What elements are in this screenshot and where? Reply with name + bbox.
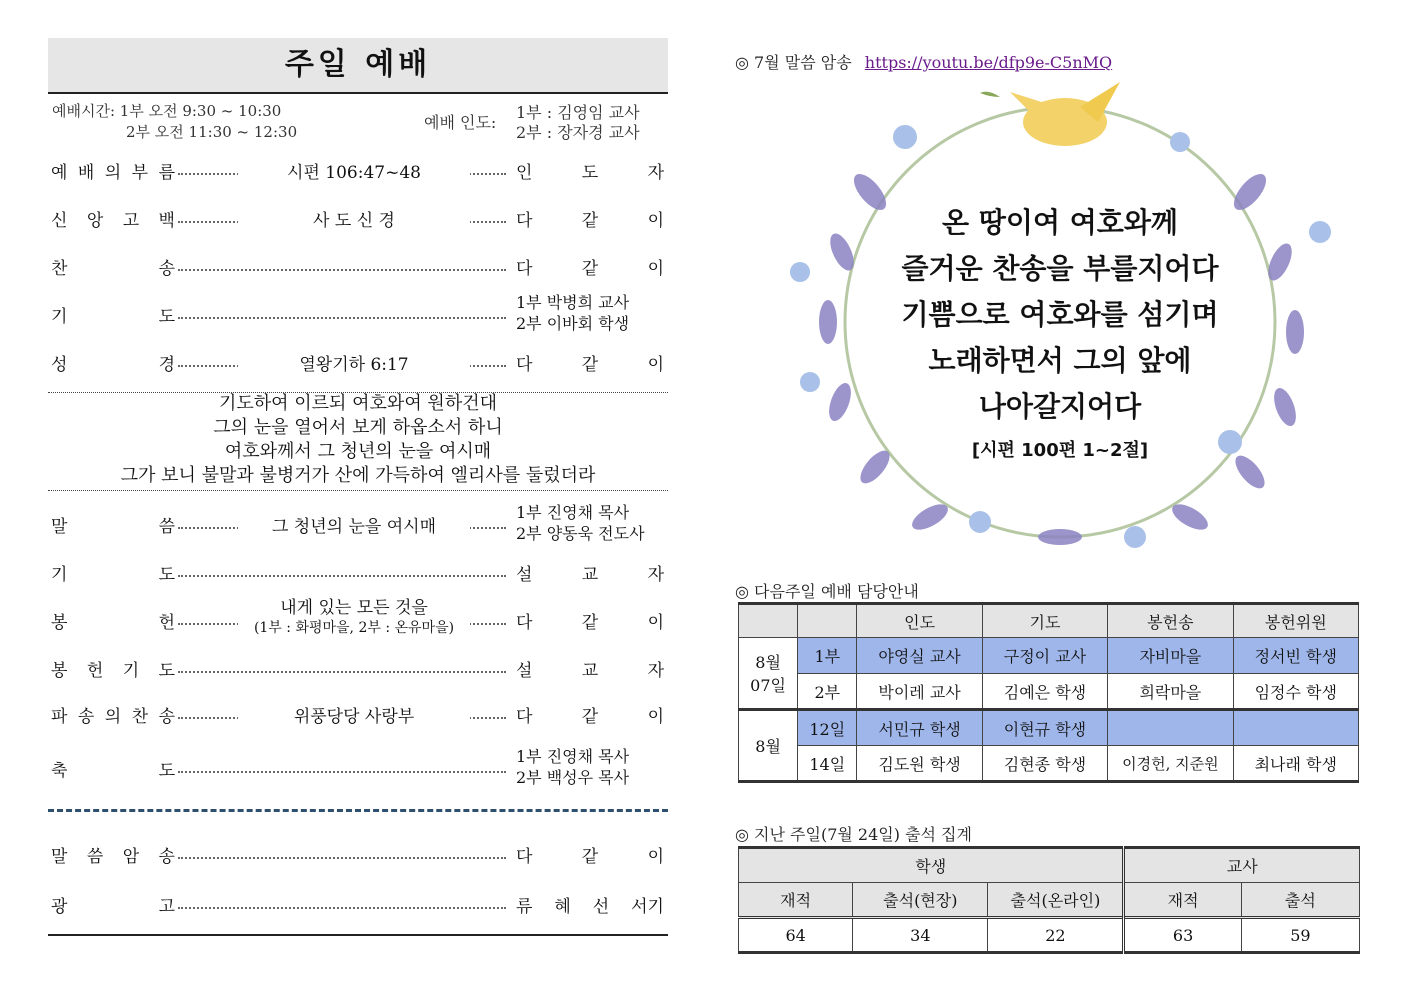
card-line: 온 땅이여 여호와께 [942,206,1178,239]
value-cell: 34 [853,918,988,953]
attendance-heading: ◎ 지난 주일(7월 24일) 출석 집계 [735,825,972,844]
order-label-char: 앙 [86,211,104,231]
order-label-char: 찬 [131,707,149,727]
value-cell: 59 [1241,918,1359,953]
order-content-text: 사 도 신 경 [313,211,395,231]
order-label-char: 씀 [158,517,175,537]
section-divider [48,809,668,812]
order-label-char: 고 [158,897,175,917]
verse-line: 여호와께서 그 청년의 눈을 여시매 [224,441,492,462]
table-cell: 최나래 학생 [1233,746,1358,782]
order-row [48,293,668,333]
order-row [48,842,668,868]
order-leader [516,608,664,633]
table-cell: 야영실 교사 [857,638,982,674]
order-label [51,656,175,681]
value-cell: 63 [1124,918,1241,953]
order-leader [516,254,664,279]
order-label-char: 도 [158,661,175,681]
order-label-char: 축 [51,761,68,781]
leader-dots [178,269,506,271]
value-cell: 22 [988,918,1124,953]
order-leader-char: 이 [647,259,664,279]
order-label-char: 경 [158,355,175,375]
order-content-text: 위풍당당 사랑부 [293,707,415,727]
order-leader-char: 같 [581,355,599,375]
order-leader-char: 다 [516,613,533,633]
header-cell: 재적 [739,883,853,918]
order-leader-line: 1부 박병희 교사 [516,293,630,312]
order-label [51,842,175,867]
header-cell: 봉헌위원 [1233,604,1358,638]
order-leader [516,350,664,375]
order-label-char: 름 [158,163,175,183]
order-label-char: 부 [131,163,149,183]
order-label-char: 헌 [158,613,175,633]
order-label-char: 헌 [86,661,104,681]
sub-cell: 2부 [798,674,857,710]
order-leader [516,702,664,727]
order-content [238,158,470,183]
order-leader-char: 다 [516,355,533,375]
card-line: 나아갈지어다 [978,390,1142,423]
order-leader-char: 이 [647,211,664,231]
leader-dots [178,857,506,859]
header-cell: 기도 [982,604,1107,638]
corner-cell [798,604,857,638]
order-row [48,158,668,184]
order-label [51,560,175,585]
order-leader [516,158,664,183]
order-label-char: 말 [51,847,68,867]
order-leader-line: 2부 백성우 목사 [516,768,630,787]
header-cell: 봉헌송 [1108,604,1233,638]
order-leader [516,560,664,585]
order-content-note: (1부 : 화평마을, 2부 : 온유마을) [253,620,455,636]
order-label-char: 성 [51,355,68,375]
table-cell: 박이레 교사 [857,674,982,710]
order-leader [516,206,664,231]
leader-dots [178,317,506,319]
order-row [48,892,668,918]
order-label-char: 의 [104,707,122,727]
order-label-char: 고 [122,211,140,231]
header-cell: 출석 [1241,883,1359,918]
order-leader-char: 다 [516,847,533,867]
table-cell: 자비마을 [1108,638,1233,674]
order-label-char: 말 [51,517,68,537]
order-label-char: 봉 [51,661,68,681]
leader-dots [178,771,506,773]
verse-line: 기도하여 이르되 여호와여 원하건대 [219,393,497,414]
order-leader-line: 1부 진영채 목사 [516,503,630,522]
next-week-heading: ◎ 다음주일 예배 담당안내 [735,582,919,601]
youtube-link[interactable]: https://youtu.be/dfp9e-C5nMQ [864,53,1113,72]
order-leader-char: 류 [516,897,533,917]
order-row [48,503,668,543]
order-label-char: 백 [158,211,175,231]
next-week-table [738,602,1359,783]
worship-order-section [48,38,668,938]
order-row [48,702,668,728]
leader-dots [178,907,506,909]
order-leader-line: 2부 이바회 학생 [516,314,630,333]
table-cell: 김현종 학생 [982,746,1107,782]
order-leader-char: 자 [647,565,664,585]
order-leader-char: 이 [647,613,664,633]
verse-bottom-divider [48,490,668,491]
table-cell: 김예은 학생 [982,674,1107,710]
date-cell [739,638,798,710]
order-leader-char: 선 [592,897,610,917]
service-time-2: 2부 오전 11:30 ~ 12:30 [126,123,298,141]
order-row [48,560,668,586]
table-cell [1108,710,1233,746]
worship-title: 주일 예배 [48,38,668,94]
order-row [48,350,668,376]
order-label [51,206,175,231]
memory-verse-text [780,200,1340,466]
bottom-rule [48,934,668,936]
order-content [238,206,470,231]
header-cell: 출석(온라인) [988,883,1124,918]
header-cell: 재적 [1124,883,1241,918]
order-leader-line: 2부 양동욱 전도사 [516,524,645,543]
order-leader-char: 같 [581,259,599,279]
order-leader [516,892,664,917]
order-label [51,608,175,633]
order-leader [516,746,668,788]
header-cell: 출석(현장) [853,883,988,918]
order-label-char: 배 [77,163,95,183]
card-line: 노래하면서 그의 앞에 [928,344,1192,377]
order-leader-char: 이 [647,355,664,375]
date-cell: 8월 [739,710,798,782]
order-label-char: 예 [51,163,68,183]
order-label [51,756,175,781]
order-label [51,350,175,375]
order-leader-char: 이 [647,707,664,727]
service-time: 예배시간: 1부 오전 9:30 ~ 10:30 [52,102,282,120]
order-label-char: 암 [122,847,140,867]
leader-dots [178,671,506,673]
order-leader-char: 같 [581,211,599,231]
memory-verse-heading [735,50,1112,73]
order-leader [516,292,668,334]
order-label-char: 도 [158,307,175,327]
order-content [238,512,470,537]
order-row [48,206,668,232]
order-leader [516,842,664,867]
order-leader-char: 설 [516,565,533,585]
order-leader-line: 1부 진영채 목사 [516,747,630,766]
corner-cell [739,604,798,638]
date-month: 8월 [755,653,781,672]
order-label-char: 의 [104,163,122,183]
order-content [238,350,470,375]
student-group-header: 학생 [739,848,1124,883]
order-leader-char: 설 [516,661,533,681]
table-cell: 정서빈 학생 [1233,638,1358,674]
value-cell: 64 [739,918,853,953]
order-label-char: 봉 [51,613,68,633]
order-leader-char: 같 [581,847,599,867]
attendance-table [738,846,1360,954]
card-line: 즐거운 찬송을 부를지어다 [901,252,1219,285]
leader-2: 2부 : 장자경 교사 [516,123,640,142]
sub-cell: 14일 [798,746,857,782]
table-cell: 서민규 학생 [857,710,982,746]
order-label-char: 기 [51,565,68,585]
order-label-char: 기 [51,307,68,327]
table-cell: 김도원 학생 [857,746,982,782]
table-cell: 희락마을 [1108,674,1233,710]
order-leader-char: 교 [581,565,599,585]
order-leader-char: 다 [516,211,533,231]
table-cell: 이경헌, 지준원 [1108,746,1233,782]
bible-verse [48,392,668,488]
order-row [48,747,668,787]
table-cell: 이현규 학생 [982,710,1107,746]
table-cell [1233,710,1358,746]
order-content [238,702,470,727]
leader-1: 1부 : 김영임 교사 [516,103,640,122]
order-leader-char: 다 [516,707,533,727]
order-content-text: 시편 106:47~48 [287,163,421,183]
order-label [51,892,175,917]
order-label-char: 기 [122,661,140,681]
leader-label: 예배 인도: [424,113,497,132]
order-row [48,254,668,280]
table-cell: 구정이 교사 [982,638,1107,674]
order-content-text: 열왕기하 6:17 [299,355,409,375]
order-label-char: 씀 [86,847,104,867]
order-label-char: 도 [158,761,175,781]
order-label [51,254,175,279]
order-label-char: 송 [158,259,175,279]
order-content-text: 내게 있는 모든 것을 [280,598,428,618]
memory-verse-card [780,82,1340,552]
order-leader-char: 다 [516,259,533,279]
order-label-char: 송 [158,707,175,727]
order-leader-char: 인 [516,163,533,183]
order-label-char: 광 [51,897,68,917]
sub-cell: 12일 [798,710,857,746]
order-label [51,158,175,183]
verse-line: 그가 보니 불말과 불병거가 산에 가득하여 엘리사를 둘렀더라 [120,465,596,486]
order-leader-char: 같 [581,707,599,727]
order-label-char: 찬 [51,259,68,279]
order-row [48,656,668,682]
order-leader-char: 서기 [631,897,664,917]
order-leader-char: 교 [581,661,599,681]
order-label-char: 송 [158,847,175,867]
order-leader [516,656,664,681]
order-leader-char: 자 [647,661,664,681]
order-label-char: 파 [51,707,68,727]
header-cell: 인도 [857,604,982,638]
order-row [48,598,668,636]
order-label [51,302,175,327]
order-leader [516,502,668,544]
order-label [51,512,175,537]
order-content-text: 그 청년의 눈을 여시매 [271,517,436,537]
teacher-group-header: 교사 [1124,848,1360,883]
order-label-char: 신 [51,211,68,231]
card-line: 기쁨으로 여호와를 섬기며 [901,298,1219,331]
order-label [51,702,175,727]
table-cell: 임정수 학생 [1233,674,1358,710]
card-reference: [시편 100편 1~2절] [971,440,1149,461]
order-leader-char: 자 [647,163,664,183]
order-leader-char: 같 [581,613,599,633]
order-leader-char: 이 [647,847,664,867]
order-label-char: 송 [77,707,95,727]
order-leader-char: 도 [581,163,599,183]
verse-line: 그의 눈을 열어서 보게 하옵소서 하니 [213,417,503,438]
order-leader-char: 혜 [554,897,571,917]
memory-title: ◎ 7월 말씀 암송 [735,53,852,72]
leader-dots [178,575,506,577]
date-day: 07일 [750,676,786,695]
order-content [238,598,470,638]
sub-cell: 1부 [798,638,857,674]
order-label-char: 도 [158,565,175,585]
